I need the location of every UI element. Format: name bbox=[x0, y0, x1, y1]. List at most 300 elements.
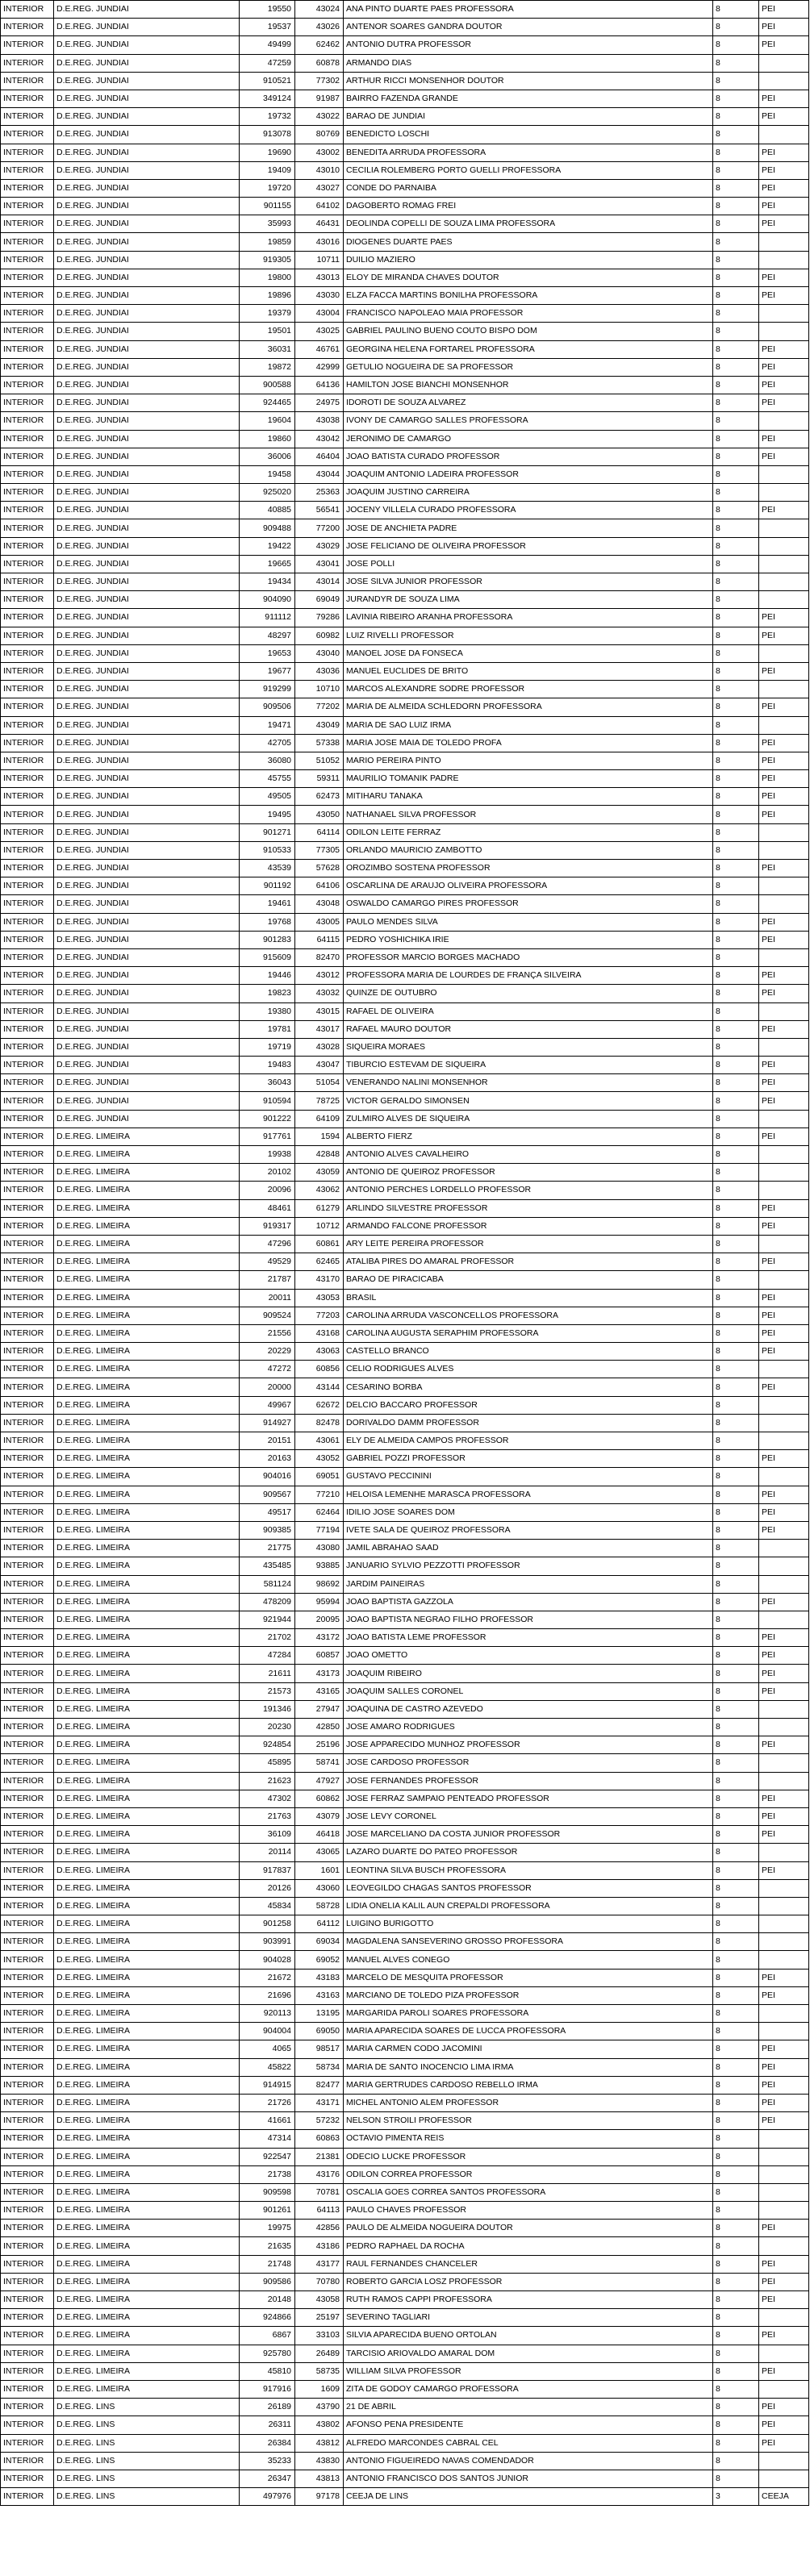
cie-code-cell: 60863 bbox=[295, 2130, 344, 2148]
cie-code-cell: 46404 bbox=[295, 448, 344, 465]
directorate-cell: D.E.REG. JUNDIAI bbox=[54, 644, 240, 662]
school-name-cell: MARGARIDA PAROLI SOARES PROFESSORA bbox=[344, 2005, 713, 2023]
region-cell: INTERIOR bbox=[1, 1503, 54, 1521]
directorate-cell: D.E.REG. LIMEIRA bbox=[54, 2255, 240, 2273]
program-cell bbox=[759, 1038, 809, 1056]
cie-code-cell: 43005 bbox=[295, 913, 344, 931]
count-cell: 8 bbox=[713, 144, 759, 161]
program-cell: PEI bbox=[759, 1307, 809, 1324]
directorate-cell: D.E.REG. LIMEIRA bbox=[54, 2165, 240, 2183]
count-cell: 8 bbox=[713, 1450, 759, 1468]
cie-code-cell: 60857 bbox=[295, 1647, 344, 1665]
school-code-cell: 21556 bbox=[240, 1324, 295, 1342]
count-cell: 8 bbox=[713, 108, 759, 126]
directorate-cell: D.E.REG. JUNDIAI bbox=[54, 72, 240, 90]
school-code-cell: 910533 bbox=[240, 841, 295, 859]
directorate-cell: D.E.REG. LIMEIRA bbox=[54, 1861, 240, 1879]
directorate-cell: D.E.REG. LIMEIRA bbox=[54, 1146, 240, 1164]
count-cell: 8 bbox=[713, 1486, 759, 1503]
program-cell: PEI bbox=[759, 179, 809, 197]
school-name-cell: IDILIO JOSE SOARES DOM bbox=[344, 1503, 713, 1521]
directorate-cell: D.E.REG. LIMEIRA bbox=[54, 1593, 240, 1611]
school-name-cell: MARCIANO DE TOLEDO PIZA PROFESSOR bbox=[344, 1986, 713, 2004]
count-cell: 8 bbox=[713, 1038, 759, 1056]
directorate-cell: D.E.REG. LIMEIRA bbox=[54, 1361, 240, 1378]
region-cell: INTERIOR bbox=[1, 644, 54, 662]
program-cell: PEI bbox=[759, 1629, 809, 1647]
count-cell: 8 bbox=[713, 1146, 759, 1164]
count-cell: 8 bbox=[713, 1575, 759, 1593]
cie-code-cell: 77210 bbox=[295, 1486, 344, 1503]
program-cell: PEI bbox=[759, 2058, 809, 2076]
school-code-cell: 36006 bbox=[240, 448, 295, 465]
directorate-cell: D.E.REG. LIMEIRA bbox=[54, 2380, 240, 2398]
region-cell: INTERIOR bbox=[1, 2023, 54, 2040]
table-row bbox=[1, 1503, 809, 1521]
cie-code-cell: 82478 bbox=[295, 1414, 344, 1432]
count-cell: 8 bbox=[713, 2165, 759, 2183]
cie-code-cell: 43041 bbox=[295, 555, 344, 573]
program-cell bbox=[759, 1575, 809, 1593]
count-cell: 8 bbox=[713, 1521, 759, 1539]
count-cell: 8 bbox=[713, 394, 759, 412]
school-name-cell: CAROLINA ARRUDA VASCONCELLOS PROFESSORA bbox=[344, 1307, 713, 1324]
program-cell: PEI bbox=[759, 1503, 809, 1521]
school-name-cell: BAIRRO FAZENDA GRANDE bbox=[344, 90, 713, 107]
cie-code-cell: 58728 bbox=[295, 1897, 344, 1915]
directorate-cell: D.E.REG. JUNDIAI bbox=[54, 269, 240, 286]
directorate-cell: D.E.REG. JUNDIAI bbox=[54, 448, 240, 465]
directorate-cell: D.E.REG. LINS bbox=[54, 2452, 240, 2470]
region-cell: INTERIOR bbox=[1, 179, 54, 197]
school-code-cell: 4065 bbox=[240, 2040, 295, 2058]
program-cell bbox=[759, 1915, 809, 1933]
region-cell: INTERIOR bbox=[1, 2434, 54, 2452]
directorate-cell: D.E.REG. LIMEIRA bbox=[54, 2112, 240, 2130]
count-cell: 8 bbox=[713, 698, 759, 716]
program-cell bbox=[759, 1933, 809, 1951]
program-cell bbox=[759, 412, 809, 430]
directorate-cell: D.E.REG. JUNDIAI bbox=[54, 465, 240, 483]
directorate-cell: D.E.REG. LIMEIRA bbox=[54, 2058, 240, 2076]
directorate-cell: D.E.REG. LIMEIRA bbox=[54, 1807, 240, 1825]
table-row bbox=[1, 2399, 809, 2416]
program-cell bbox=[759, 484, 809, 502]
school-code-cell: 20114 bbox=[240, 1844, 295, 1861]
region-cell: INTERIOR bbox=[1, 1933, 54, 1951]
table-row bbox=[1, 2362, 809, 2380]
region-cell: INTERIOR bbox=[1, 1647, 54, 1665]
school-name-cell: RAFAEL MAURO DOUTOR bbox=[344, 1020, 713, 1038]
program-cell: PEI bbox=[759, 1253, 809, 1271]
count-cell: 8 bbox=[713, 1647, 759, 1665]
program-cell bbox=[759, 681, 809, 698]
region-cell: INTERIOR bbox=[1, 2148, 54, 2165]
table-row bbox=[1, 2005, 809, 2023]
program-cell bbox=[759, 2309, 809, 2327]
directorate-cell: D.E.REG. JUNDIAI bbox=[54, 555, 240, 573]
table-row bbox=[1, 2094, 809, 2111]
school-code-cell: 19495 bbox=[240, 806, 295, 823]
school-code-cell: 45755 bbox=[240, 770, 295, 788]
count-cell: 8 bbox=[713, 358, 759, 376]
table-row bbox=[1, 1861, 809, 1879]
school-code-cell: 6867 bbox=[240, 2327, 295, 2345]
directorate-cell: D.E.REG. JUNDIAI bbox=[54, 985, 240, 1002]
table-row bbox=[1, 591, 809, 609]
table-row bbox=[1, 2452, 809, 2470]
region-cell: INTERIOR bbox=[1, 2399, 54, 2416]
table-row bbox=[1, 2237, 809, 2255]
count-cell: 8 bbox=[713, 1110, 759, 1128]
school-code-cell: 909488 bbox=[240, 519, 295, 537]
school-code-cell: 45810 bbox=[240, 2362, 295, 2380]
school-name-cell: OROZIMBO SOSTENA PROFESSOR bbox=[344, 860, 713, 877]
school-code-cell: 20096 bbox=[240, 1182, 295, 1199]
school-code-cell: 21738 bbox=[240, 2165, 295, 2183]
program-cell bbox=[759, 1002, 809, 1020]
table-row bbox=[1, 358, 809, 376]
program-cell: PEI bbox=[759, 752, 809, 769]
table-row bbox=[1, 1915, 809, 1933]
school-name-cell: PEDRO RAPHAEL DA ROCHA bbox=[344, 2237, 713, 2255]
count-cell: 8 bbox=[713, 1665, 759, 1682]
count-cell: 8 bbox=[713, 1432, 759, 1450]
region-cell: INTERIOR bbox=[1, 2488, 54, 2506]
count-cell: 8 bbox=[713, 1074, 759, 1092]
program-cell: PEI bbox=[759, 1736, 809, 1754]
school-code-cell: 45895 bbox=[240, 1754, 295, 1772]
cie-code-cell: 43172 bbox=[295, 1629, 344, 1647]
cie-code-cell: 62462 bbox=[295, 36, 344, 54]
school-code-cell: 40885 bbox=[240, 502, 295, 519]
table-row bbox=[1, 1235, 809, 1253]
school-table-body bbox=[1, 1, 809, 2506]
directorate-cell: D.E.REG. LIMEIRA bbox=[54, 1826, 240, 1844]
count-cell: 8 bbox=[713, 1986, 759, 2004]
school-name-cell: IDOROTI DE SOUZA ALVAREZ bbox=[344, 394, 713, 412]
directorate-cell: D.E.REG. LIMEIRA bbox=[54, 1682, 240, 1700]
school-code-cell: 21623 bbox=[240, 1772, 295, 1790]
school-name-cell: TIBURCIO ESTEVAM DE SIQUEIRA bbox=[344, 1057, 713, 1074]
region-cell: INTERIOR bbox=[1, 2309, 54, 2327]
cie-code-cell: 43036 bbox=[295, 662, 344, 680]
school-code-cell: 924866 bbox=[240, 2309, 295, 2327]
school-name-cell: SILVIA APARECIDA BUENO ORTOLAN bbox=[344, 2327, 713, 2345]
cie-code-cell: 58735 bbox=[295, 2362, 344, 2380]
directorate-cell: D.E.REG. LIMEIRA bbox=[54, 2291, 240, 2309]
table-row bbox=[1, 2165, 809, 2183]
directorate-cell: D.E.REG. JUNDIAI bbox=[54, 770, 240, 788]
directorate-cell: D.E.REG. LIMEIRA bbox=[54, 2023, 240, 2040]
directorate-cell: D.E.REG. JUNDIAI bbox=[54, 1, 240, 19]
school-name-cell: ZULMIRO ALVES DE SIQUEIRA bbox=[344, 1110, 713, 1128]
count-cell: 8 bbox=[713, 1343, 759, 1361]
directorate-cell: D.E.REG. JUNDIAI bbox=[54, 681, 240, 698]
directorate-cell: D.E.REG. JUNDIAI bbox=[54, 358, 240, 376]
region-cell: INTERIOR bbox=[1, 1307, 54, 1324]
school-name-cell: GABRIEL PAULINO BUENO COUTO BISPO DOM bbox=[344, 323, 713, 340]
region-cell: INTERIOR bbox=[1, 2183, 54, 2201]
table-row bbox=[1, 985, 809, 1002]
program-cell: PEI bbox=[759, 1647, 809, 1665]
table-row bbox=[1, 1343, 809, 1361]
school-name-cell: IVONY DE CAMARGO SALLES PROFESSORA bbox=[344, 412, 713, 430]
school-name-cell: JOAO OMETTO bbox=[344, 1647, 713, 1665]
program-cell: PEI bbox=[759, 1343, 809, 1361]
table-row bbox=[1, 823, 809, 841]
program-cell: PEI bbox=[759, 2416, 809, 2434]
school-name-cell: ANTONIO DUTRA PROFESSOR bbox=[344, 36, 713, 54]
school-name-cell: JOSE AMARO RODRIGUES bbox=[344, 1719, 713, 1736]
program-cell: PEI bbox=[759, 1807, 809, 1825]
directorate-cell: D.E.REG. LIMEIRA bbox=[54, 1665, 240, 1682]
table-row bbox=[1, 2220, 809, 2237]
region-cell: INTERIOR bbox=[1, 2255, 54, 2273]
directorate-cell: D.E.REG. JUNDIAI bbox=[54, 537, 240, 555]
directorate-cell: D.E.REG. LIMEIRA bbox=[54, 1736, 240, 1754]
cie-code-cell: 43170 bbox=[295, 1271, 344, 1289]
school-name-cell: GUSTAVO PECCININI bbox=[344, 1468, 713, 1486]
cie-code-cell: 77202 bbox=[295, 698, 344, 716]
school-code-cell: 924465 bbox=[240, 394, 295, 412]
cie-code-cell: 98517 bbox=[295, 2040, 344, 2058]
cie-code-cell: 77200 bbox=[295, 519, 344, 537]
cie-code-cell: 1594 bbox=[295, 1128, 344, 1145]
school-code-cell: 909598 bbox=[240, 2183, 295, 2201]
school-name-cell: BENEDICTO LOSCHI bbox=[344, 126, 713, 144]
region-cell: INTERIOR bbox=[1, 1092, 54, 1110]
directorate-cell: D.E.REG. LIMEIRA bbox=[54, 1790, 240, 1807]
directorate-cell: D.E.REG. JUNDIAI bbox=[54, 752, 240, 769]
table-row bbox=[1, 2416, 809, 2434]
count-cell: 8 bbox=[713, 1790, 759, 1807]
region-cell: INTERIOR bbox=[1, 1, 54, 19]
program-cell bbox=[759, 1557, 809, 1575]
table-row bbox=[1, 323, 809, 340]
region-cell: INTERIOR bbox=[1, 54, 54, 72]
program-cell bbox=[759, 305, 809, 323]
school-code-cell: 45822 bbox=[240, 2058, 295, 2076]
count-cell: 8 bbox=[713, 2327, 759, 2345]
cie-code-cell: 56541 bbox=[295, 502, 344, 519]
table-row bbox=[1, 1468, 809, 1486]
count-cell: 8 bbox=[713, 2273, 759, 2290]
cie-code-cell: 43010 bbox=[295, 161, 344, 179]
directorate-cell: D.E.REG. JUNDIAI bbox=[54, 895, 240, 913]
school-name-cell: ARLINDO SILVESTRE PROFESSOR bbox=[344, 1199, 713, 1217]
directorate-cell: D.E.REG. LIMEIRA bbox=[54, 1754, 240, 1772]
school-name-cell: ANTENOR SOARES GANDRA DOUTOR bbox=[344, 19, 713, 36]
cie-code-cell: 43830 bbox=[295, 2452, 344, 2470]
cie-code-cell: 70780 bbox=[295, 2273, 344, 2290]
program-cell: PEI bbox=[759, 2112, 809, 2130]
cie-code-cell: 43050 bbox=[295, 806, 344, 823]
school-code-cell: 48461 bbox=[240, 1199, 295, 1217]
region-cell: INTERIOR bbox=[1, 1271, 54, 1289]
directorate-cell: D.E.REG. JUNDIAI bbox=[54, 913, 240, 931]
count-cell: 8 bbox=[713, 2148, 759, 2165]
table-row bbox=[1, 430, 809, 448]
region-cell: INTERIOR bbox=[1, 1719, 54, 1736]
cie-code-cell: 80769 bbox=[295, 126, 344, 144]
region-cell: INTERIOR bbox=[1, 1915, 54, 1933]
program-cell: PEI bbox=[759, 1450, 809, 1468]
region-cell: INTERIOR bbox=[1, 2327, 54, 2345]
school-code-cell: 925020 bbox=[240, 484, 295, 502]
table-row bbox=[1, 287, 809, 305]
count-cell: 8 bbox=[713, 1826, 759, 1844]
count-cell: 8 bbox=[713, 484, 759, 502]
count-cell: 8 bbox=[713, 161, 759, 179]
program-cell bbox=[759, 1897, 809, 1915]
table-row bbox=[1, 967, 809, 985]
school-code-cell: 41661 bbox=[240, 2112, 295, 2130]
school-code-cell: 47302 bbox=[240, 1790, 295, 1807]
cie-code-cell: 43168 bbox=[295, 1324, 344, 1342]
school-name-cell: LEONTINA SILVA BUSCH PROFESSORA bbox=[344, 1861, 713, 1879]
school-code-cell: 19409 bbox=[240, 161, 295, 179]
program-cell: PEI bbox=[759, 1074, 809, 1092]
count-cell: 8 bbox=[713, 376, 759, 394]
program-cell: PEI bbox=[759, 985, 809, 1002]
table-row bbox=[1, 269, 809, 286]
count-cell: 8 bbox=[713, 1861, 759, 1879]
school-code-cell: 19471 bbox=[240, 716, 295, 734]
count-cell: 8 bbox=[713, 1253, 759, 1271]
school-name-cell: ODILON LEITE FERRAZ bbox=[344, 823, 713, 841]
cie-code-cell: 82470 bbox=[295, 948, 344, 966]
program-cell bbox=[759, 2183, 809, 2201]
school-code-cell: 349124 bbox=[240, 90, 295, 107]
table-row bbox=[1, 1146, 809, 1164]
directorate-cell: D.E.REG. LIMEIRA bbox=[54, 1182, 240, 1199]
cie-code-cell: 64102 bbox=[295, 198, 344, 215]
directorate-cell: D.E.REG. JUNDIAI bbox=[54, 19, 240, 36]
region-cell: INTERIOR bbox=[1, 1217, 54, 1235]
region-cell: INTERIOR bbox=[1, 609, 54, 627]
table-row bbox=[1, 19, 809, 36]
table-row bbox=[1, 1414, 809, 1432]
region-cell: INTERIOR bbox=[1, 931, 54, 948]
cie-code-cell: 62473 bbox=[295, 788, 344, 806]
cie-code-cell: 60856 bbox=[295, 1361, 344, 1378]
table-row bbox=[1, 1540, 809, 1557]
count-cell: 8 bbox=[713, 1199, 759, 1217]
school-name-cell: ANA PINTO DUARTE PAES PROFESSORA bbox=[344, 1, 713, 19]
table-row bbox=[1, 877, 809, 895]
directorate-cell: D.E.REG. JUNDIAI bbox=[54, 662, 240, 680]
school-code-cell: 909506 bbox=[240, 698, 295, 716]
region-cell: INTERIOR bbox=[1, 1038, 54, 1056]
cie-code-cell: 25197 bbox=[295, 2309, 344, 2327]
directorate-cell: D.E.REG. JUNDIAI bbox=[54, 1002, 240, 1020]
program-cell: PEI bbox=[759, 287, 809, 305]
school-name-cell: HAMILTON JOSE BIANCHI MONSENHOR bbox=[344, 376, 713, 394]
count-cell: 8 bbox=[713, 1092, 759, 1110]
cie-code-cell: 64106 bbox=[295, 877, 344, 895]
school-code-cell: 21611 bbox=[240, 1665, 295, 1682]
program-cell bbox=[759, 644, 809, 662]
cie-code-cell: 43173 bbox=[295, 1665, 344, 1682]
table-row bbox=[1, 1754, 809, 1772]
table-row bbox=[1, 1665, 809, 1682]
region-cell: INTERIOR bbox=[1, 2416, 54, 2434]
cie-code-cell: 43183 bbox=[295, 1969, 344, 1986]
cie-code-cell: 62672 bbox=[295, 1396, 344, 1414]
cie-code-cell: 58734 bbox=[295, 2058, 344, 2076]
program-cell: PEI bbox=[759, 2255, 809, 2273]
school-name-cell: ANTONIO ALVES CAVALHEIRO bbox=[344, 1146, 713, 1164]
cie-code-cell: 43049 bbox=[295, 716, 344, 734]
school-code-cell: 36043 bbox=[240, 1074, 295, 1092]
program-cell: PEI bbox=[759, 2291, 809, 2309]
count-cell: 8 bbox=[713, 287, 759, 305]
table-row bbox=[1, 519, 809, 537]
program-cell bbox=[759, 2452, 809, 2470]
cie-code-cell: 43012 bbox=[295, 967, 344, 985]
cie-code-cell: 1609 bbox=[295, 2380, 344, 2398]
school-name-cell: ANTONIO FIGUEIREDO NAVAS COMENDADOR bbox=[344, 2452, 713, 2470]
school-name-cell: LUIZ RIVELLI PROFESSOR bbox=[344, 627, 713, 644]
program-cell bbox=[759, 877, 809, 895]
program-cell: PEI bbox=[759, 1128, 809, 1145]
program-cell: PEI bbox=[759, 1969, 809, 1986]
count-cell: 8 bbox=[713, 2416, 759, 2434]
cie-code-cell: 82477 bbox=[295, 2076, 344, 2094]
count-cell: 8 bbox=[713, 2470, 759, 2487]
table-row bbox=[1, 662, 809, 680]
table-row bbox=[1, 1110, 809, 1128]
school-code-cell: 21573 bbox=[240, 1682, 295, 1700]
region-cell: INTERIOR bbox=[1, 1736, 54, 1754]
count-cell: 8 bbox=[713, 72, 759, 90]
table-row bbox=[1, 1879, 809, 1897]
cie-code-cell: 43177 bbox=[295, 2255, 344, 2273]
school-name-cell: JOSE LEVY CORONEL bbox=[344, 1807, 713, 1825]
program-cell bbox=[759, 716, 809, 734]
region-cell: INTERIOR bbox=[1, 465, 54, 483]
region-cell: INTERIOR bbox=[1, 1575, 54, 1593]
table-row bbox=[1, 1057, 809, 1074]
school-code-cell: 917761 bbox=[240, 1128, 295, 1145]
cie-code-cell: 43025 bbox=[295, 323, 344, 340]
school-code-cell: 435485 bbox=[240, 1557, 295, 1575]
table-row bbox=[1, 2380, 809, 2398]
cie-code-cell: 61279 bbox=[295, 1199, 344, 1217]
program-cell: PEI bbox=[759, 662, 809, 680]
directorate-cell: D.E.REG. LIMEIRA bbox=[54, 1986, 240, 2004]
program-cell bbox=[759, 1164, 809, 1182]
program-cell bbox=[759, 2202, 809, 2220]
table-row bbox=[1, 36, 809, 54]
table-row bbox=[1, 860, 809, 877]
table-row bbox=[1, 1807, 809, 1825]
count-cell: 3 bbox=[713, 2488, 759, 2506]
school-name-cell: ELOY DE MIRANDA CHAVES DOUTOR bbox=[344, 269, 713, 286]
count-cell: 8 bbox=[713, 1719, 759, 1736]
count-cell: 8 bbox=[713, 1754, 759, 1772]
region-cell: INTERIOR bbox=[1, 1235, 54, 1253]
region-cell: INTERIOR bbox=[1, 19, 54, 36]
directorate-cell: D.E.REG. LIMEIRA bbox=[54, 2076, 240, 2094]
program-cell: PEI bbox=[759, 1986, 809, 2004]
school-code-cell: 47284 bbox=[240, 1647, 295, 1665]
count-cell: 8 bbox=[713, 823, 759, 841]
school-code-cell: 21672 bbox=[240, 1969, 295, 1986]
table-row bbox=[1, 2434, 809, 2452]
table-row bbox=[1, 1951, 809, 1969]
